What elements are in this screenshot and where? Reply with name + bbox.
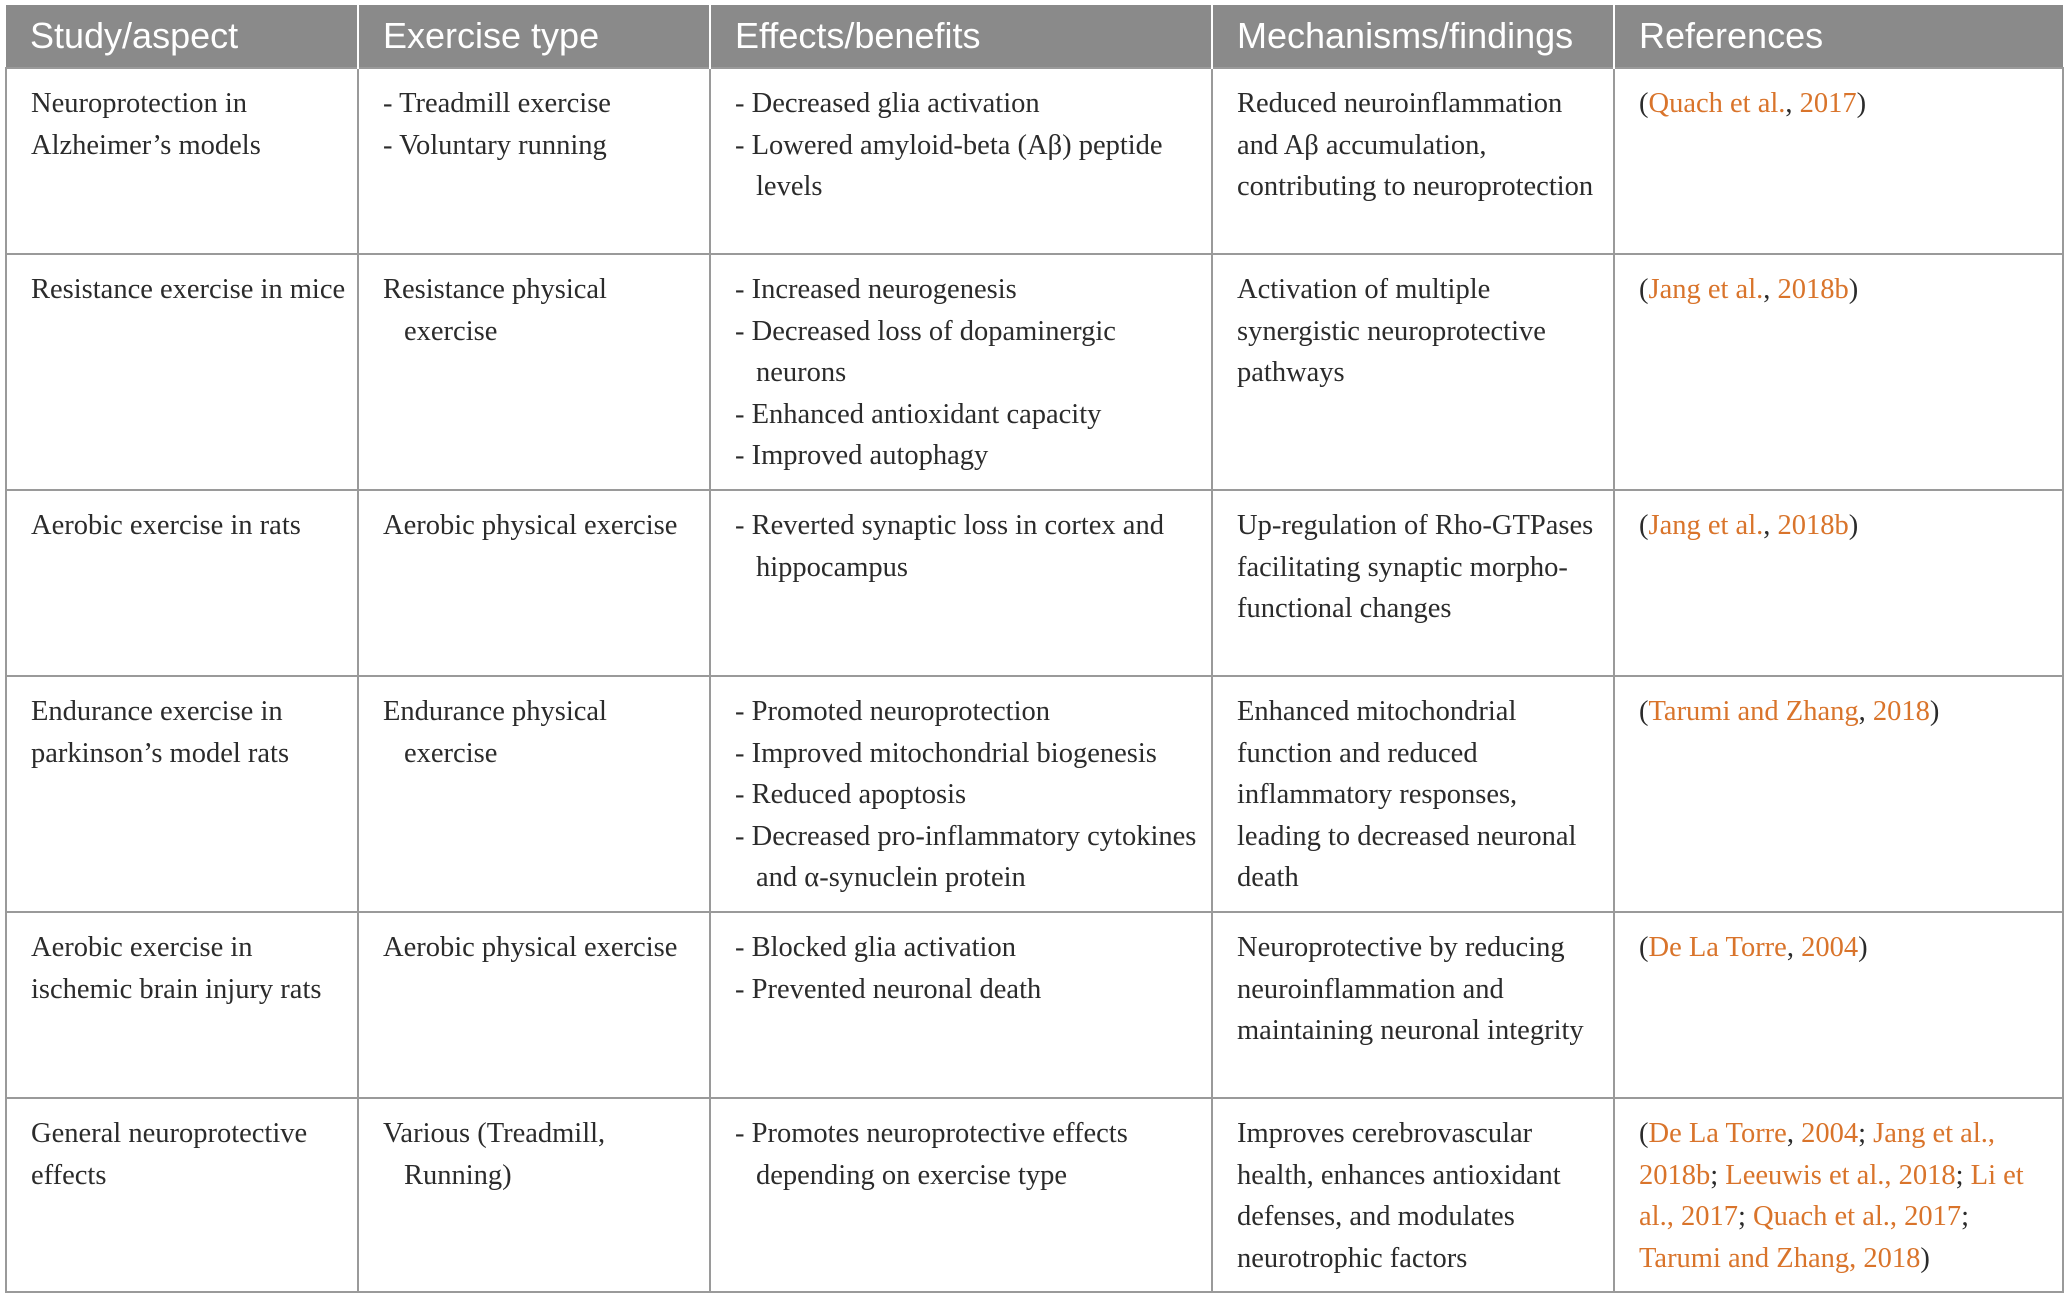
- cell-effects: [710, 68, 1212, 254]
- reference-punctuation: ;: [1737, 1201, 1753, 1233]
- cell-mechanism: Activation of multiple synergistic neuroprotective pathways: [1212, 254, 1614, 490]
- list-item: - Decreased loss of dopaminergic neurons: [735, 315, 1116, 389]
- reference-punctuation: (: [1639, 274, 1649, 305]
- list-item: - Treadmill exercise: [383, 88, 611, 119]
- reference-punctuation: ): [1858, 931, 1868, 963]
- list-item: - Lowered amyloid-beta (Aβ) peptide levels: [735, 129, 1163, 203]
- header-mechanisms-findings: Mechanisms/findings: [1212, 5, 1614, 68]
- cell-mechanism: Enhanced mitochondrial function and reduced inflammatory responses, leading to decreased neuronal death: [1212, 676, 1614, 912]
- reference-punctuation: ,: [1858, 695, 1873, 727]
- cell-study: Endurance exercise in parkinson’s model rats: [6, 676, 358, 912]
- reference-link[interactable]: 2017: [1799, 88, 1857, 119]
- list-item: - Blocked glia activation: [735, 931, 1016, 963]
- cell-effects: [710, 254, 1212, 490]
- cell-study: Aerobic exercise in rats: [6, 490, 358, 676]
- reference-punctuation: ): [1848, 274, 1859, 305]
- reference-link[interactable]: 2018: [1872, 695, 1930, 727]
- cell-effects: [710, 490, 1212, 676]
- reference-link[interactable]: 2004: [1801, 931, 1859, 963]
- cell-references: [1614, 912, 2063, 1098]
- reference-link[interactable]: Quach et al., 2017: [1753, 1201, 1962, 1233]
- reference-link[interactable]: Quach et al.: [1648, 88, 1786, 119]
- reference-punctuation: ): [1856, 88, 1867, 119]
- cell-exercise: [358, 68, 710, 254]
- cell-mechanism: Up-regulation of Rho-GTPases facilitating synaptic morpho-functional changes: [1212, 490, 1614, 676]
- table-row: [6, 912, 2063, 1098]
- cell-effects: [710, 1098, 1212, 1292]
- list-item: - Reverted synaptic loss in cortex and hippocampus: [735, 509, 1164, 583]
- cell-study: Resistance exercise in mice: [6, 254, 358, 490]
- exercise-neuroprotection-table: [5, 5, 2064, 1293]
- cell-exercise: [358, 676, 710, 912]
- reference-link[interactable]: Jang et al.: [1648, 509, 1764, 541]
- list-item: - Prevented neuronal death: [735, 973, 1042, 1005]
- cell-references: [1614, 676, 2063, 912]
- reference-punctuation: ;: [1710, 1159, 1726, 1191]
- reference-punctuation: (: [1639, 88, 1649, 119]
- reference-punctuation: (: [1639, 509, 1649, 541]
- list-item: - Improved autophagy: [735, 440, 989, 472]
- header-effects-benefits: Effects/benefits: [710, 5, 1212, 68]
- reference-link[interactable]: Li et al., 2017: [1639, 1159, 2024, 1233]
- cell-exercise: [358, 254, 710, 490]
- cell-references: [1614, 1098, 2063, 1292]
- reference-link[interactable]: Leeuwis et al., 2018: [1725, 1159, 1956, 1191]
- reference-punctuation: ,: [1785, 88, 1800, 119]
- reference-link[interactable]: 2004: [1801, 1117, 1859, 1149]
- cell-mechanism: Neuroprotective by reducing neuroinflammation and maintaining neuronal integrity: [1212, 912, 1614, 1098]
- reference-link[interactable]: Jang et al.: [1648, 274, 1764, 305]
- reference-punctuation: ): [1929, 695, 1940, 727]
- table-row: [6, 676, 2063, 912]
- table-row: [6, 490, 2063, 676]
- reference-link[interactable]: De La Torre: [1648, 931, 1787, 963]
- reference-punctuation: ,: [1786, 931, 1802, 963]
- reference-punctuation: ;: [1961, 1201, 1970, 1233]
- table-container: [5, 5, 2062, 1293]
- reference-link[interactable]: 2018b: [1777, 274, 1849, 305]
- cell-exercise: [358, 912, 710, 1098]
- reference-link[interactable]: 2018b: [1777, 509, 1849, 541]
- reference-punctuation: ,: [1763, 274, 1778, 305]
- table-row: [6, 254, 2063, 490]
- cell-study: General neuroprotective effects: [6, 1098, 358, 1292]
- table-row: [6, 1098, 2063, 1292]
- cell-study: Aerobic exercise in ischemic brain injury rats: [6, 912, 358, 1098]
- reference-punctuation: ): [1848, 509, 1859, 541]
- header-study-aspect: Study/aspect: [6, 5, 358, 68]
- reference-punctuation: (: [1639, 1117, 1649, 1149]
- list-item: - Improved mitochondrial biogenesis: [735, 737, 1157, 769]
- reference-link[interactable]: Jang et al., 2018b: [1639, 1117, 1996, 1191]
- cell-study: Neuroprotection in Alzheimer’s models: [6, 68, 358, 254]
- list-item: Aerobic physical exercise: [383, 509, 678, 541]
- list-item: - Voluntary running: [383, 129, 607, 161]
- reference-punctuation: ,: [1763, 509, 1778, 541]
- reference-punctuation: ): [1920, 1242, 1930, 1274]
- cell-effects: [710, 912, 1212, 1098]
- reference-punctuation: ,: [1786, 1117, 1802, 1149]
- cell-references: [1614, 68, 2063, 254]
- cell-effects: [710, 676, 1212, 912]
- list-item: - Promotes neuroprotective effects depending on exercise type: [735, 1117, 1128, 1191]
- cell-references: [1614, 490, 2063, 676]
- reference-punctuation: (: [1639, 695, 1649, 727]
- list-item: - Decreased glia activation: [735, 88, 1040, 119]
- list-item: - Increased neurogenesis: [735, 274, 1017, 305]
- header-exercise-type: Exercise type: [358, 5, 710, 68]
- reference-link[interactable]: Tarumi and Zhang: [1648, 695, 1859, 727]
- list-item: Various (Treadmill, Running): [383, 1117, 606, 1191]
- header-references: References: [1614, 5, 2063, 68]
- table-row: [6, 68, 2063, 254]
- reference-punctuation: ;: [1955, 1159, 1971, 1191]
- table-header-row: [6, 5, 2063, 68]
- cell-exercise: [358, 490, 710, 676]
- list-item: Resistance physical exercise: [383, 274, 607, 347]
- cell-mechanism: Improves cerebrovascular health, enhances antioxidant defenses, and modulates neurotrophic factors: [1212, 1098, 1614, 1292]
- cell-mechanism: Reduced neuroinflammation and Aβ accumulation, contributing to neuroprotection: [1212, 68, 1614, 254]
- reference-punctuation: (: [1639, 931, 1649, 963]
- reference-link[interactable]: De La Torre: [1648, 1117, 1787, 1149]
- list-item: Aerobic physical exercise: [383, 931, 678, 963]
- cell-references: [1614, 254, 2063, 490]
- reference-link[interactable]: Tarumi and Zhang, 2018: [1639, 1242, 1921, 1274]
- list-item: - Enhanced antioxidant capacity: [735, 398, 1102, 430]
- list-item: Endurance physical exercise: [383, 695, 607, 769]
- list-item: - Promoted neuroprotection: [735, 695, 1051, 727]
- list-item: - Decreased pro-inflammatory cytokines and α-synuclein protein: [735, 820, 1197, 894]
- cell-exercise: [358, 1098, 710, 1292]
- list-item: - Reduced apoptosis: [735, 779, 967, 811]
- reference-punctuation: ;: [1858, 1117, 1874, 1149]
